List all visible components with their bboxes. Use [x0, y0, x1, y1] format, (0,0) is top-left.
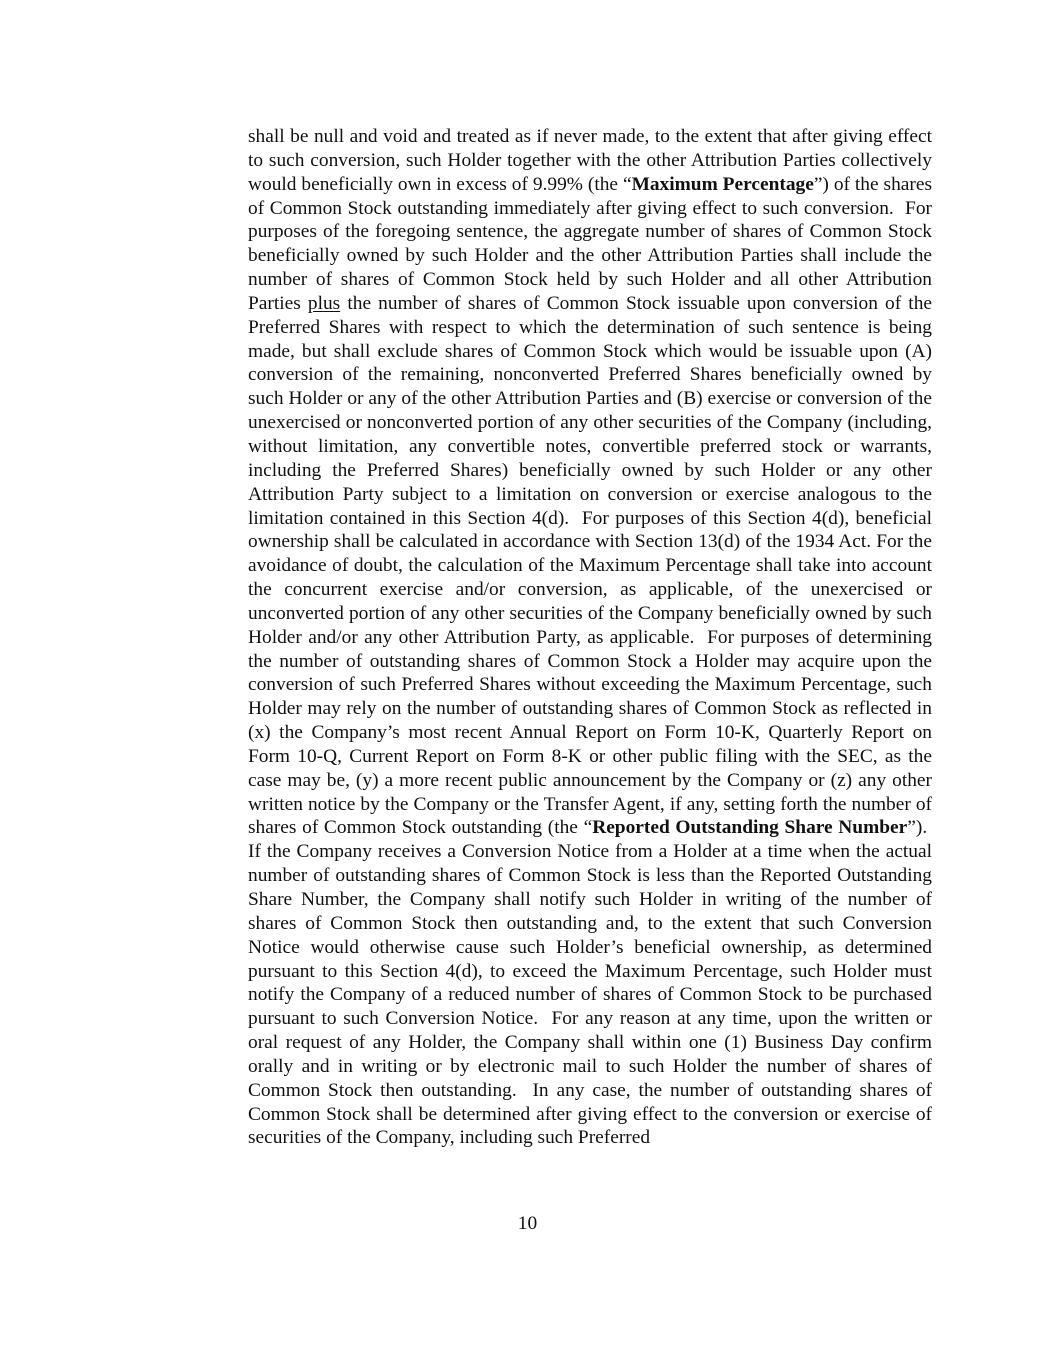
paragraph-text-part-1: shall be null and void and treated as if never made, to the extent that after giving effect to such conversion, such Holder together with the other Attribution Parties collectively would beneficially own in excess of 9.99% (the “	[248, 126, 932, 195]
body-paragraph	[248, 125, 932, 1150]
paragraph-text-part-2: ”) of the shares of Common Stock outstanding immediately after giving effect to such conversion. For purposes of the foregoing sentence, the aggregate number of shares of Common Stock beneficially owned by such Holder and the other Attribution Parties shall include the number of shares of Common Stock held by such Holder and all other Attribution Parties	[248, 173, 932, 314]
defined-term-reported-outstanding-share-number: Reported Outstanding Share Number	[592, 817, 908, 839]
paragraph-text-part-4: ”). If the Company receives a Conversion Notice from a Holder at a time when the actual number of outstanding shares of Common Stock is less than the Reported Outstanding Share Number, the Company shall notify such Holder in writing of the number of shares of Common Stock then outstanding and, to the extent that such Conversion Notice would otherwise cause such Holder’s beneficial ownership, as determined pursuant to this Section 4(d), to exceed the Maximum Percentage, such Holder must notify the Company of a reduced number of shares of Common Stock to be purchased pursuant to such Conversion Notice. For any reason at any time, upon the written or oral request of any Holder, the Company shall within one (1) Business Day confirm orally and in writing or by electronic mail to such Holder the number of shares of Common Stock then outstanding. In any case, the number of outstanding shares of Common Stock shall be determined after giving effect to the conversion or exercise of securities of the Company, including such Preferred	[248, 817, 933, 1149]
paragraph-text-part-3: the number of shares of Common Stock issuable upon conversion of the Preferred Shares with respect to which the determination of such sentence is being made, but shall exclude shares of Common Stock which would be issuable upon (A) conversion of the remaining, nonconverted Preferred Shares beneficially owned by such Holder or any of the other Attribution Parties and (B) exercise or conversion of the unexercised or nonconverted portion of any other securities of the Company (including, without limitation, any convertible notes, convertible preferred stock or warrants, including the Preferred Shares) beneficially owned by such Holder or any other Attribution Party subject to a limitation on conversion or exercise analogous to the limitation contained in this Section 4(d). For purposes of this Section 4(d), beneficial ownership shall be calculated in accordance with Section 13(d) of the 1934 Act. For the avoidance of doubt, the calculation of the Maximum Percentage shall take into account the concurrent exercise and/or conversion, as applicable, of the unexercised or unconverted portion of any other securities of the Company beneficially owned by such Holder and/or any other Attribution Party, as applicable. For purposes of determining the number of outstanding shares of Common Stock a Holder may acquire upon the conversion of such Preferred Shares without exceeding the Maximum Percentage, such Holder may rely on the number of outstanding shares of Common Stock as reflected in (x) the Company’s most recent Annual Report on Form 10-K, Quarterly Report on Form 10-Q, Current Report on Form 8-K or other public filing with the SEC, as the case may be, (y) a more recent public announcement by the Company or (z) any other written notice by the Company or the Transfer Agent, if any, setting forth the number of shares of Common Stock outstanding (the “	[248, 292, 932, 839]
defined-term-maximum-percentage: Maximum Percentage	[631, 173, 814, 195]
underlined-word-plus: plus	[307, 292, 341, 314]
page-number: 10	[517, 1213, 538, 1234]
